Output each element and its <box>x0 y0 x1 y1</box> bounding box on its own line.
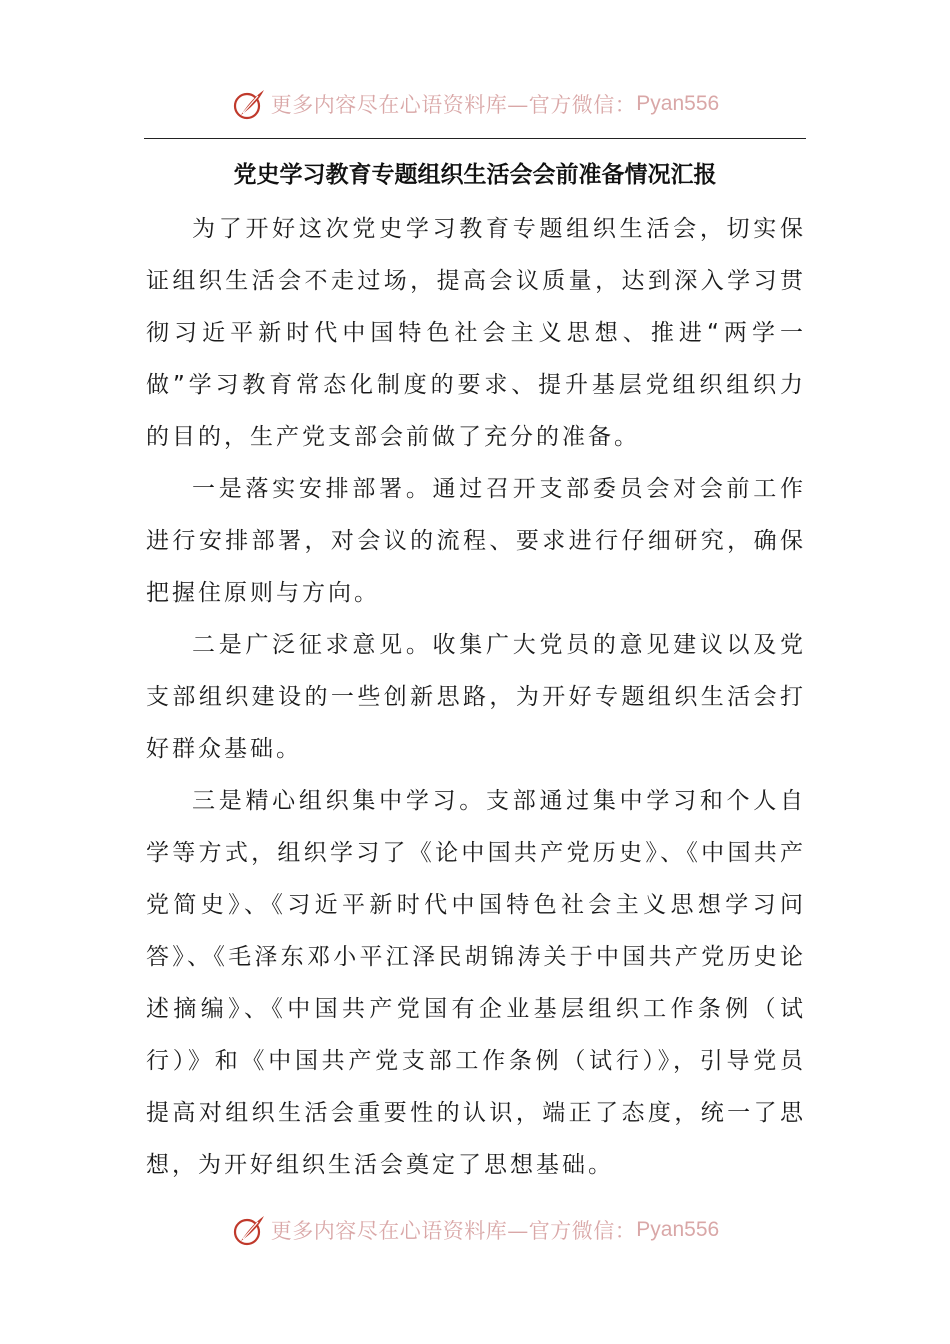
header-banner-contact: Pyan556 <box>636 92 720 115</box>
paragraph-point-1: 一是落实安排部署。通过召开支部委员会对会前工作进行安排部署，对会议的流程、要求进行仔细研究，确保把握住原则与方向。 <box>146 476 806 606</box>
paragraph-point-2: 二是广泛征求意见。收集广大党员的意见建议以及党支部组织建设的一些创新思路，为开好专题组织生活会打好群众基础。 <box>146 632 806 762</box>
paragraph-point-3: 三是精心组织集中学习。支部通过集中学习和个人自学等方式，组织学习了《论中国共产党历史》、《中国共产党简史》、《习近平新时代中国特色社会主义思想学习问答》、《毛泽东邓小平江泽民胡锦涛关于中国共产党历史论述摘编》、《中国共产党国有企业基层组织工作条例（试行）》和《中国共产党支部工作条例（试行）》，引导党员提高对组织生活会重要性的认识，端正了态度，统一了思想，为开好组织生活会奠定了思想基础。 <box>146 788 806 1178</box>
header-divider <box>144 138 806 139</box>
document-body <box>146 203 806 1191</box>
footer-banner <box>0 1210 950 1250</box>
paragraph-intro: 为了开好这次党史学习教育专题组织生活会，切实保证组织生活会不走过场，提高会议质量，达到深入学习贯彻习近平新时代中国特色社会主义思想、推进“两学一做”学习教育常态化制度的要求、提升基层党组织组织力的目的，生产党支部会前做了充分的准备。 <box>146 216 806 450</box>
header-banner-text: 更多内容尽在心语资料库—官方微信： <box>270 93 637 117</box>
feather-pen-circle-icon <box>231 86 267 122</box>
footer-banner-contact: Pyan556 <box>636 1218 720 1241</box>
document-title: 党史学习教育专题组织生活会会前准备情况汇报 <box>233 162 717 188</box>
footer-banner-text: 更多内容尽在心语资料库—官方微信： <box>270 1219 637 1243</box>
header-banner <box>0 84 950 124</box>
feather-pen-circle-icon <box>231 1212 267 1248</box>
